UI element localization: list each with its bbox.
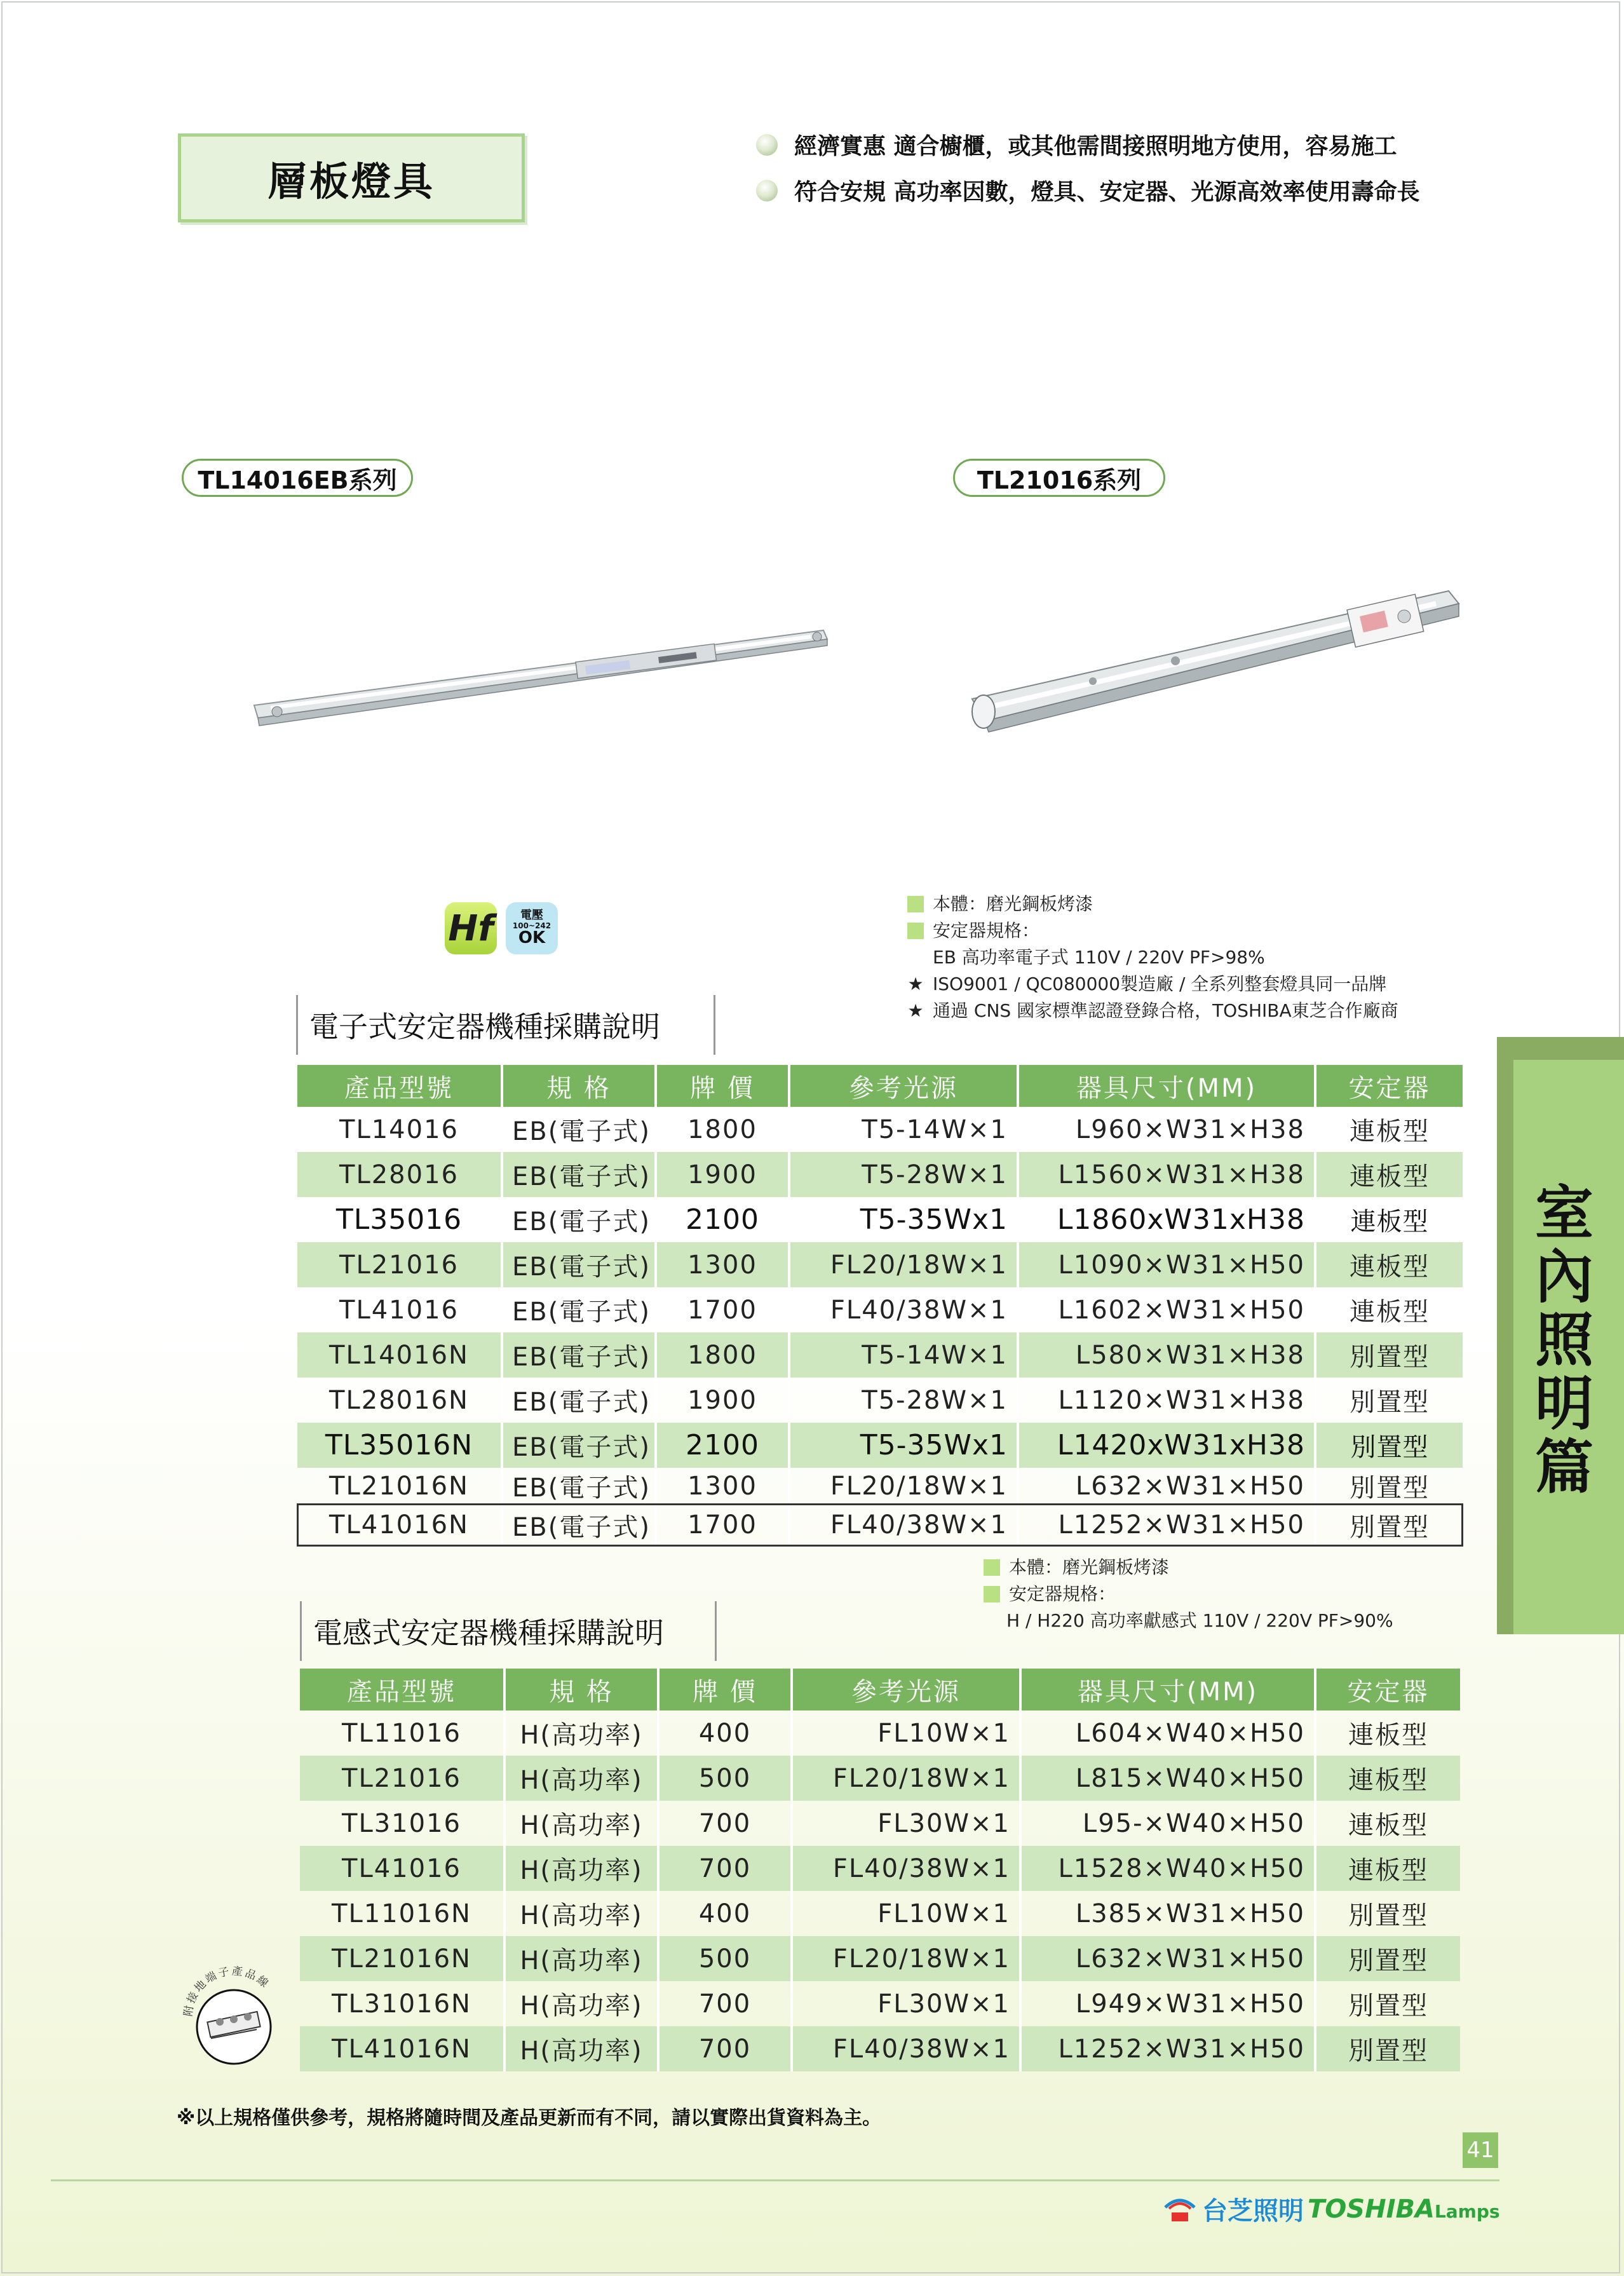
cell-dimensions: L632×W31×H50	[1018, 1468, 1315, 1504]
cell-price: 700	[658, 1846, 792, 1891]
h-section-title: 電感式安定器機種採購說明	[300, 1601, 717, 1661]
cell-light-source: T5-35Wx1	[789, 1197, 1018, 1242]
cell-ballast: 別置型	[1315, 1423, 1463, 1468]
header-model: 產品型號	[297, 1065, 502, 1107]
cell-price: 2100	[656, 1423, 789, 1468]
cell-ballast: 別置型	[1350, 1512, 1430, 1542]
cell-spec: EB(電子式)	[502, 1378, 656, 1423]
cell-light-source: FL30W×1	[792, 1801, 1020, 1846]
table-row	[300, 1981, 1460, 2026]
cell-light-source: FL10W×1	[792, 1710, 1020, 1756]
cell-light-source: T5-28W×1	[789, 1378, 1018, 1423]
cell-price: 500	[658, 1936, 792, 1981]
eb-spec-table	[297, 1065, 1463, 1546]
cell-spec: H(高功率)	[504, 1891, 658, 1936]
star-icon: ★	[907, 1000, 924, 1021]
bullet-dot-icon	[756, 180, 778, 201]
table-row	[297, 1287, 1463, 1332]
cell-light-source: T5-35Wx1	[789, 1423, 1018, 1468]
cell-light-source: T5-28W×1	[789, 1152, 1018, 1197]
bullet-dot-icon	[756, 134, 778, 156]
cell-dimensions: L1420xW31xH38	[1018, 1423, 1315, 1468]
cell-model: TL41016N	[300, 2026, 504, 2071]
table-row	[297, 1504, 1463, 1546]
h-ballast-label: 安定器規格：	[1009, 1583, 1116, 1604]
h-spec-table	[300, 1669, 1460, 2071]
cell-model: TL31016	[300, 1801, 504, 1846]
feature-item	[756, 128, 1397, 161]
cell-model: TL14016	[297, 1107, 502, 1152]
cell-spec: H(高功率)	[504, 1936, 658, 1981]
table-row	[297, 1378, 1463, 1423]
cell-model: TL21016N	[297, 1468, 502, 1504]
table-row	[300, 1801, 1460, 1846]
cell-dimensions: L1090×W31×H50	[1018, 1242, 1315, 1287]
cell-light-source: FL10W×1	[792, 1891, 1020, 1936]
feature-text: 經濟實惠 適合櫥櫃，或其他需間接照明地方使用，容易施工	[794, 133, 1397, 159]
eb-cert2: 通過 CNS 國家標準認證登錄合格，TOSHIBA東芝合作廠商	[933, 1000, 1398, 1021]
cell-spec: EB(電子式)	[502, 1107, 656, 1152]
star-icon: ★	[907, 973, 924, 994]
cell-price: 700	[658, 1981, 792, 2026]
green-square-icon	[907, 923, 924, 939]
cell-ballast: 別置型	[1348, 1991, 1428, 2021]
eb-notes	[907, 891, 1398, 1024]
green-square-icon	[984, 1586, 1000, 1602]
cell-spec: H(高功率)	[504, 1756, 658, 1801]
voltage-ok: OK	[518, 928, 546, 948]
cell-spec: H(高功率)	[504, 1710, 658, 1756]
table-row	[297, 1197, 1463, 1242]
h-body-note: 本體：磨光鋼板烤漆	[1009, 1557, 1170, 1578]
table-row	[300, 1891, 1460, 1936]
cell-ballast: 連板型	[1315, 1152, 1463, 1197]
cell-dimensions: L1860xW31xH38	[1018, 1197, 1315, 1242]
cell-price: 400	[658, 1891, 792, 1936]
cell-price: 500	[658, 1756, 792, 1801]
header-dimensions: 器具尺寸(MM)	[1018, 1065, 1315, 1107]
cell-ballast: 別置型	[1315, 1936, 1460, 1981]
cell-light-source: FL20/18W×1	[789, 1468, 1018, 1504]
cell-price: 1300	[656, 1468, 789, 1504]
cell-ballast: 別置型	[1348, 1901, 1428, 1930]
fixture-image-tl14016eb	[252, 623, 830, 743]
table-header-row	[297, 1065, 1463, 1107]
header-light-source: 參考光源	[789, 1065, 1018, 1107]
cell-light-source: FL30W×1	[792, 1981, 1020, 2026]
cell-ballast: 連板型	[1315, 1846, 1460, 1891]
cell-spec: EB(電子式)	[502, 1242, 656, 1287]
brand-suffix: Lamps	[1434, 2201, 1500, 2222]
h-ballast-spec: H / H220 高功率獻感式 110V / 220V PF>90%	[1006, 1610, 1393, 1631]
header-ballast: 安定器	[1315, 1669, 1460, 1710]
cell-dimensions: L385×W31×H50	[1020, 1891, 1315, 1936]
seal-text: 附接地端子產品線	[182, 1965, 273, 2017]
voltage-range: 100~242	[512, 921, 551, 930]
cell-model: TL35016N	[297, 1423, 502, 1468]
cell-spec: H(高功率)	[504, 1981, 658, 2026]
fixture-image-tl21016	[966, 585, 1461, 743]
cell-model: TL21016	[297, 1242, 502, 1287]
table-row	[297, 1107, 1463, 1152]
cell-ballast: 別置型	[1315, 2026, 1460, 2071]
header-model: 產品型號	[300, 1669, 504, 1710]
brand-name-cn: 台芝照明	[1202, 2197, 1304, 2226]
cell-light-source: FL20/18W×1	[792, 1756, 1020, 1801]
green-square-icon	[984, 1559, 1000, 1576]
table-row	[297, 1468, 1463, 1504]
cell-ballast: 別置型	[1315, 1332, 1463, 1378]
cell-model: TL14016N	[297, 1332, 502, 1378]
cell-model: TL28016	[297, 1152, 502, 1197]
footnote: ※以上規格僅供參考，規格將隨時間及產品更新而有不同，請以實際出貨資料為主。	[177, 2107, 882, 2129]
header-dimensions: 器具尺寸(MM)	[1020, 1669, 1315, 1710]
cell-spec: EB(電子式)	[502, 1287, 656, 1332]
header-spec: 規 格	[502, 1065, 656, 1107]
cell-dimensions: L1528×W40×H50	[1020, 1846, 1315, 1891]
cell-light-source: FL40/38W×1	[789, 1287, 1018, 1332]
cell-price: 1700	[656, 1504, 789, 1546]
eb-cert1: ISO9001 / QC080000製造廠 / 全系列整套燈具同一品牌	[933, 973, 1387, 994]
cell-spec: EB(電子式)	[502, 1152, 656, 1197]
footer-divider	[51, 2179, 1499, 2181]
cell-spec: H(高功率)	[504, 2026, 658, 2071]
cell-price: 700	[658, 2026, 792, 2071]
page-title: 層板燈具	[178, 133, 525, 222]
cell-model: TL41016N	[297, 1504, 502, 1546]
cell-dimensions: L95-×W40×H50	[1020, 1801, 1315, 1846]
cell-model: TL35016	[297, 1197, 502, 1242]
eb-ballast-label: 安定器規格：	[933, 920, 1040, 941]
hf-badge: Hf	[445, 902, 497, 954]
cell-model: TL11016	[300, 1710, 504, 1756]
cell-spec: EB(電子式)	[502, 1468, 656, 1504]
cell-light-source: T5-14W×1	[789, 1107, 1018, 1152]
table-row	[300, 1756, 1460, 1801]
cell-ballast: 連板型	[1315, 1756, 1460, 1801]
cell-dimensions: L1602×W31×H50	[1018, 1287, 1315, 1332]
cell-price: 1900	[656, 1378, 789, 1423]
cell-model: TL41016	[297, 1287, 502, 1332]
cell-price: 1300	[656, 1242, 789, 1287]
cell-model: TL28016N	[297, 1378, 502, 1423]
cell-price: 700	[658, 1801, 792, 1846]
cell-dimensions: L949×W31×H50	[1020, 1981, 1315, 2026]
cell-spec: H(高功率)	[504, 1846, 658, 1891]
cell-light-source: T5-14W×1	[789, 1332, 1018, 1378]
feature-text: 符合安規 高功率因數，燈具、安定器、光源高效率使用壽命長	[794, 179, 1420, 205]
header-ballast: 安定器	[1315, 1065, 1463, 1107]
cell-dimensions: L960×W31×H38	[1018, 1107, 1315, 1152]
eb-section-title: 電子式安定器機種採購說明	[296, 995, 715, 1055]
cell-dimensions: L1252×W31×H50	[1020, 2026, 1315, 2071]
header-spec: 規 格	[504, 1669, 658, 1710]
brand-logo	[1163, 2191, 1500, 2227]
cell-light-source: FL20/18W×1	[789, 1242, 1018, 1287]
eb-body-note: 本體：磨光鋼板烤漆	[933, 893, 1093, 914]
cell-ballast: 連板型	[1350, 1207, 1429, 1236]
cell-ballast: 連板型	[1348, 1721, 1428, 1750]
table-row	[297, 1152, 1463, 1197]
green-square-icon	[907, 896, 924, 912]
cell-light-source: FL40/38W×1	[789, 1504, 1018, 1546]
cell-model: TL11016N	[300, 1891, 504, 1936]
feature-item	[756, 174, 1420, 207]
header-price: 牌 價	[656, 1065, 789, 1107]
cell-price: 1800	[656, 1332, 789, 1378]
table-row	[300, 1936, 1460, 1981]
cell-dimensions: L604×W40×H50	[1020, 1710, 1315, 1756]
cell-price: 1700	[656, 1287, 789, 1332]
page-number: 41	[1463, 2132, 1498, 2168]
cell-spec: EB(電子式)	[502, 1423, 656, 1468]
cell-price: 1900	[656, 1152, 789, 1197]
voltage-label: 電壓	[520, 908, 543, 922]
cell-spec: EB(電子式)	[502, 1332, 656, 1378]
header-price: 牌 價	[658, 1669, 792, 1710]
cell-model: TL31016N	[300, 1981, 504, 2026]
side-tab-label: 室內照明篇	[1526, 1182, 1594, 1500]
cell-spec: EB(電子式)	[502, 1197, 656, 1242]
voltage-ok-badge	[506, 902, 558, 954]
cell-ballast: 連板型	[1350, 1297, 1430, 1327]
table-header-row	[300, 1669, 1460, 1710]
brand-emblem-icon	[1163, 2193, 1197, 2225]
table-row	[297, 1332, 1463, 1378]
cell-price: 400	[658, 1710, 792, 1756]
brand-name-en: TOSHIBA	[1308, 2194, 1435, 2224]
cell-ballast: 別置型	[1350, 1473, 1430, 1503]
grounding-terminal-seal-icon	[179, 1956, 288, 2065]
h-notes	[984, 1554, 1393, 1634]
eb-ballast-spec: EB 高功率電子式 110V / 220V PF>98%	[933, 947, 1265, 968]
cell-price: 2100	[656, 1197, 789, 1242]
cell-dimensions: L632×W31×H50	[1020, 1936, 1315, 1981]
cell-ballast: 連板型	[1348, 1811, 1428, 1840]
cell-dimensions: L580×W31×H38	[1018, 1332, 1315, 1378]
cell-light-source: FL20/18W×1	[792, 1936, 1020, 1981]
cell-model: TL41016	[300, 1846, 504, 1891]
header-light-source: 參考光源	[792, 1669, 1020, 1710]
cell-ballast: 連板型	[1315, 1242, 1463, 1287]
table-row	[300, 1710, 1460, 1756]
cell-ballast: 別置型	[1350, 1388, 1430, 1417]
table-row	[297, 1423, 1463, 1468]
cell-dimensions: L1560×W31×H38	[1018, 1152, 1315, 1197]
cell-ballast: 連板型	[1350, 1117, 1430, 1146]
cell-spec: H(高功率)	[504, 1801, 658, 1846]
table-row	[300, 2026, 1460, 2071]
series-label-tl14016eb: TL14016EB系列	[182, 459, 413, 497]
cell-dimensions: L1252×W31×H50	[1018, 1504, 1315, 1546]
table-row	[297, 1242, 1463, 1287]
cell-spec: EB(電子式)	[502, 1504, 656, 1546]
cell-model: TL21016N	[300, 1936, 504, 1981]
table-row	[300, 1846, 1460, 1891]
cell-light-source: FL40/38W×1	[792, 2026, 1020, 2071]
cell-price: 1800	[656, 1107, 789, 1152]
cell-dimensions: L815×W40×H50	[1020, 1756, 1315, 1801]
series-label-tl21016: TL21016系列	[953, 459, 1165, 497]
cell-light-source: FL40/38W×1	[792, 1846, 1020, 1891]
cell-model: TL21016	[300, 1756, 504, 1801]
cell-dimensions: L1120×W31×H38	[1018, 1378, 1315, 1423]
